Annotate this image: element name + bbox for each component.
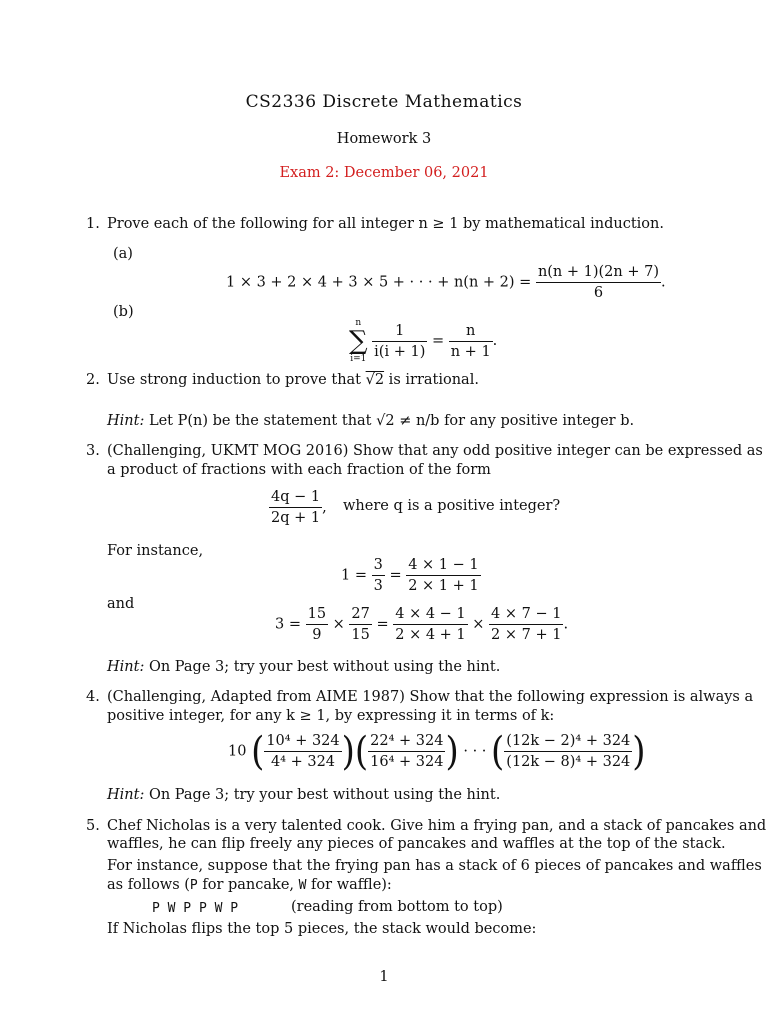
q1-text: Prove each of the following for all integer n ≥ 1 by mathematical induction. xyxy=(107,216,664,232)
q4-fraction-1 xyxy=(264,731,341,772)
q1-b-fraction-1 xyxy=(372,321,427,362)
q2-text-pre: Use strong induction to prove that xyxy=(107,372,366,388)
q1-a-fraction xyxy=(536,262,661,303)
q3-ex2-num-1: 15 xyxy=(306,604,328,625)
q1-a-end: . xyxy=(661,274,666,291)
q3-ex1-equals: = xyxy=(389,567,402,584)
q2-hint-text: Let P(n) be the statement that √2 ≠ n/b for any positive integer b. xyxy=(144,413,635,429)
q1-a-formula xyxy=(226,262,666,303)
q1-b-equals: = xyxy=(431,333,445,349)
page-number: 1 xyxy=(379,969,389,985)
q3-ex2-fraction-2 xyxy=(349,604,371,645)
q3-hint xyxy=(107,659,500,675)
q5-line-4-pre: as follows ( xyxy=(107,877,190,893)
q3-form-numerator: 4q − 1 xyxy=(269,487,322,508)
q3-ex1-fraction-2 xyxy=(406,555,480,596)
right-paren: ) xyxy=(632,728,646,775)
q3-form-text: where q is a positive integer? xyxy=(343,498,561,514)
q5-line-2: waffles, he can flip freely any pieces of pancakes and waffles at the top of the stack. xyxy=(107,836,726,852)
q3-ex2-num-2: 27 xyxy=(349,604,371,625)
q5-number: 5. xyxy=(86,818,100,834)
q3-form-denominator: 2q + 1 xyxy=(271,510,321,526)
q1-a-lhs: 1 × 3 + 2 × 4 + 3 × 5 + · · · + n(n + 2) = xyxy=(226,274,532,291)
q4-expression xyxy=(228,728,646,775)
q4-hint-label: Hint: xyxy=(107,787,145,803)
q4-line-2: positive integer, for any k ≥ 1, by expressing it in terms of k: xyxy=(107,708,555,724)
q4-fraction-2 xyxy=(368,731,445,772)
q4-hint-text: On Page 3; try your best without using the hint. xyxy=(144,787,501,803)
q1-b-numerator-1: 1 xyxy=(372,321,427,342)
q3-ex1-fraction-1 xyxy=(372,555,385,596)
q1-b-numerator-2: n xyxy=(449,321,493,342)
q1-b-formula xyxy=(349,318,497,364)
q3-example-2 xyxy=(275,604,568,645)
q3-ex1-den-1: 3 xyxy=(373,578,383,594)
q1-a-denominator: 6 xyxy=(593,285,604,301)
q3-example-1 xyxy=(341,555,481,596)
q3-hint-label: Hint: xyxy=(107,659,145,675)
q1-b-end: . xyxy=(492,333,498,349)
q2-hint-label: Hint: xyxy=(107,413,145,429)
q3-ex2-fraction-4 xyxy=(489,604,563,645)
q2-text xyxy=(107,372,479,388)
q3-ex2-times-1: × xyxy=(332,616,345,633)
exam-date: Exam 2: December 06, 2021 xyxy=(279,165,489,181)
q3-ex1-lhs: 1 = xyxy=(341,567,367,584)
q5-line-4-mid: for pancake, xyxy=(197,877,299,893)
q4-fraction-3 xyxy=(504,731,632,772)
q3-line-1: (Challenging, UKMT MOG 2016) Show that any odd positive integer can be expressed as xyxy=(107,443,763,459)
q3-line-2: a product of fractions with each fraction of the form xyxy=(107,462,491,478)
q2-number: 2. xyxy=(86,372,100,388)
q4-line-1: (Challenging, Adapted from AIME 1987) Show that the following expression is always a xyxy=(107,689,754,705)
homework-label: Homework 3 xyxy=(336,131,432,147)
left-paren: ( xyxy=(354,728,369,775)
right-paren: ) xyxy=(445,728,459,775)
q3-ex2-equals: = xyxy=(376,616,389,633)
stack-sequence: P W P P W P xyxy=(152,901,239,916)
q4-hint xyxy=(107,787,500,803)
q1-b-label: (b) xyxy=(113,304,134,320)
q3-ex1-den-2: 2 × 1 + 1 xyxy=(408,578,479,594)
q5-line-4-post: for waffle): xyxy=(306,877,392,893)
q3-form xyxy=(269,487,327,528)
q5-line-5: If Nicholas flips the top 5 pieces, the stack would become: xyxy=(107,921,537,937)
q1-number: 1. xyxy=(86,216,100,232)
q3-ex2-fraction-1 xyxy=(306,604,328,645)
q1-a-numerator: n(n + 1)(2n + 7) xyxy=(536,262,661,283)
course-title: CS2336 Discrete Mathematics xyxy=(245,92,523,112)
pancake-symbol: P xyxy=(189,878,198,893)
q4-den-3: (12k − 8)⁴ + 324 xyxy=(506,754,631,770)
q5-line-4 xyxy=(107,877,392,893)
q4-den-2: 16⁴ + 324 xyxy=(370,754,444,770)
q1-b-denominator-2: n + 1 xyxy=(450,343,491,360)
q3-ex2-den-2: 15 xyxy=(351,627,370,643)
q4-number: 4. xyxy=(86,689,100,705)
q4-dots: · · · xyxy=(463,743,487,760)
q3-hint-text: On Page 3; try your best without using the hint. xyxy=(144,659,501,675)
q3-and-label: and xyxy=(107,596,135,612)
q3-ex2-end: . xyxy=(563,616,569,633)
sum-upper-limit: n xyxy=(355,318,362,328)
summation xyxy=(349,318,368,364)
left-paren: ( xyxy=(251,728,265,775)
sum-lower-limit: i=1 xyxy=(350,354,367,364)
q1-a-label: (a) xyxy=(113,246,133,262)
left-paren: ( xyxy=(491,728,505,775)
q3-form-comma: , xyxy=(322,499,327,516)
q3-ex2-lhs: 3 = xyxy=(275,616,301,633)
sqrt-two: √2 xyxy=(365,372,385,388)
q3-number: 3. xyxy=(86,443,100,459)
q3-instance-label: For instance, xyxy=(107,543,204,559)
q4-coefficient: 10 xyxy=(228,743,247,760)
q2-text-post: is irrational. xyxy=(384,372,479,388)
stack-note: (reading from bottom to top) xyxy=(291,899,503,915)
q3-ex2-fraction-3 xyxy=(393,604,467,645)
q3-ex2-num-4: 4 × 7 − 1 xyxy=(489,604,563,625)
q4-num-1: 10⁴ + 324 xyxy=(264,731,341,752)
q3-ex1-num-1: 3 xyxy=(372,555,385,576)
q4-num-2: 22⁴ + 324 xyxy=(368,731,445,752)
q3-ex2-times-2: × xyxy=(472,616,485,633)
q4-den-1: 4⁴ + 324 xyxy=(270,754,336,770)
waffle-symbol: W xyxy=(298,878,307,893)
q3-ex2-den-1: 9 xyxy=(312,627,322,643)
q2-hint xyxy=(107,413,634,429)
q4-num-3: (12k − 2)⁴ + 324 xyxy=(504,731,632,752)
q3-form-fraction xyxy=(269,487,322,528)
q3-ex2-den-4: 2 × 7 + 1 xyxy=(491,627,562,643)
q5-line-1: Chef Nicholas is a very talented cook. Give him a frying pan, and a stack of pancakes and xyxy=(107,818,767,834)
q5-line-3: For instance, suppose that the frying pan has a stack of 6 pieces of pancakes and waffles xyxy=(107,858,762,874)
q3-ex2-num-3: 4 × 4 − 1 xyxy=(393,604,467,625)
sigma-symbol: ∑ xyxy=(349,326,368,356)
q1-b-fraction-2 xyxy=(449,321,493,362)
q3-ex2-den-3: 2 × 4 + 1 xyxy=(395,627,466,643)
right-paren: ) xyxy=(341,728,355,775)
q1-b-denominator-1: i(i + 1) xyxy=(374,343,426,360)
q3-ex1-num-2: 4 × 1 − 1 xyxy=(406,555,480,576)
